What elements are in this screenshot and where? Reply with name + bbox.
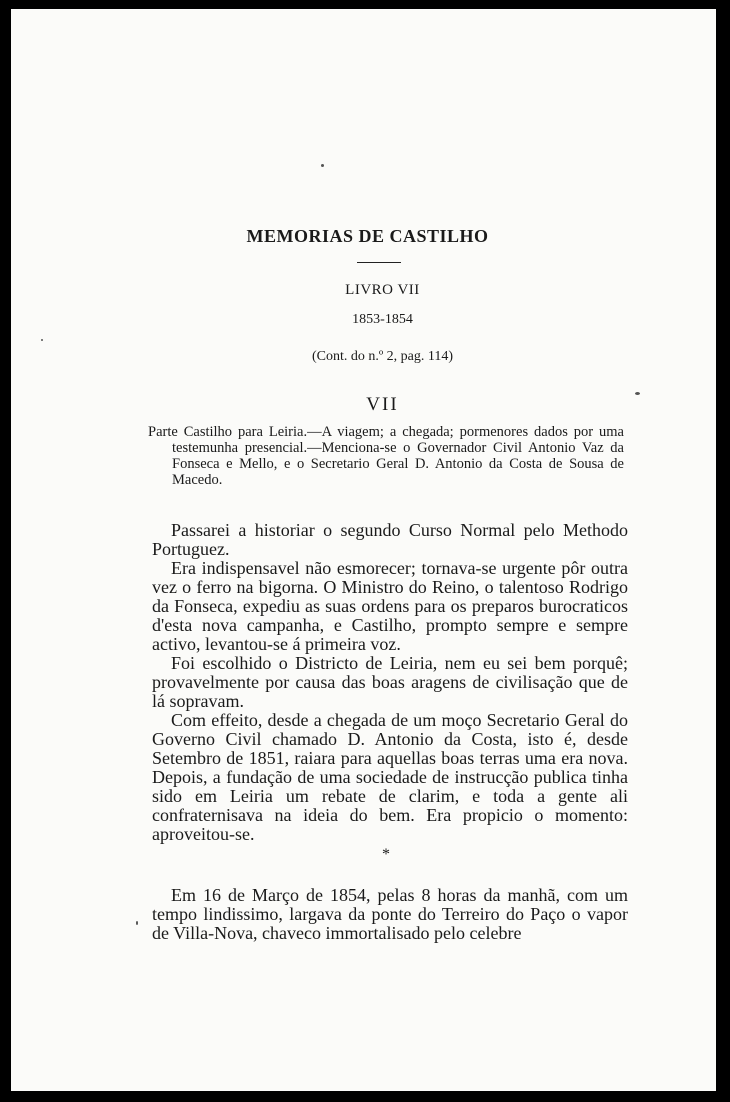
continuation-note: (Cont. do n.º 2, pag. 114): [311, 349, 454, 364]
book-page: [11, 9, 716, 1091]
summary-text: Parte Castilho para Leiria.—A viagem; a chegada; pormenores dados por uma testemunha presencial.—Menciona-se o Governador Civil Antonio Vaz da Fonseca e Mello, e o Secretario Geral D. Antonio da Costa de Sousa de Macedo.: [148, 424, 624, 488]
paper-speck: [321, 164, 324, 167]
paragraph: Passarei a historiar o segundo Curso Normal pelo Methodo Portuguez.: [152, 520, 628, 559]
page-title: MEMORIAS DE CASTILHO: [246, 226, 489, 246]
section-separator: *: [382, 846, 390, 863]
title-rule: [357, 262, 401, 263]
book-number: LIVRO VII: [345, 282, 420, 298]
chapter-number: VII: [366, 394, 399, 415]
closing-text: [152, 886, 628, 943]
chapter-summary: [148, 424, 624, 488]
body-text: [152, 521, 628, 844]
paragraph: Com effeito, desde a chegada de um moço Secretario Geral do Governo Civil chamado D. Antonio da Costa, isto é, desde Setembro de 1851, raiara para aquellas boas terras uma era nova. Depois, a fundação de uma sociedade de instrucção publica tinha sido em Leiria um rebate de clarim, e toda a gente ali confraternisava na ideia do bem. Era propicio o momento: aproveitou-se.: [152, 710, 628, 844]
paper-speck: [41, 339, 43, 341]
paper-speck: [136, 921, 138, 925]
years: 1853-1854: [352, 312, 413, 327]
paragraph: Em 16 de Março de 1854, pelas 8 horas da manhã, com um tempo lindissimo, largava da ponte do Terreiro do Paço o vapor de Villa-Nova, chaveco immortalisado pelo celebre: [152, 885, 628, 943]
paragraph: Foi escolhido o Districto de Leiria, nem eu sei bem porquê; provavelmente por causa das boas aragens de civilisação que de lá sopravam.: [152, 653, 628, 711]
paragraph: Era indispensavel não esmorecer; tornava-se urgente pôr outra vez o ferro na bigorna. O Ministro do Reino, o talentoso Rodrigo da Fonseca, expediu as suas ordens para os preparos burocraticos d'esta nova campanha, e Castilho, prompto sempre e sempre activo, levantou-se á primeira voz.: [152, 558, 628, 654]
paper-speck: [635, 392, 640, 395]
